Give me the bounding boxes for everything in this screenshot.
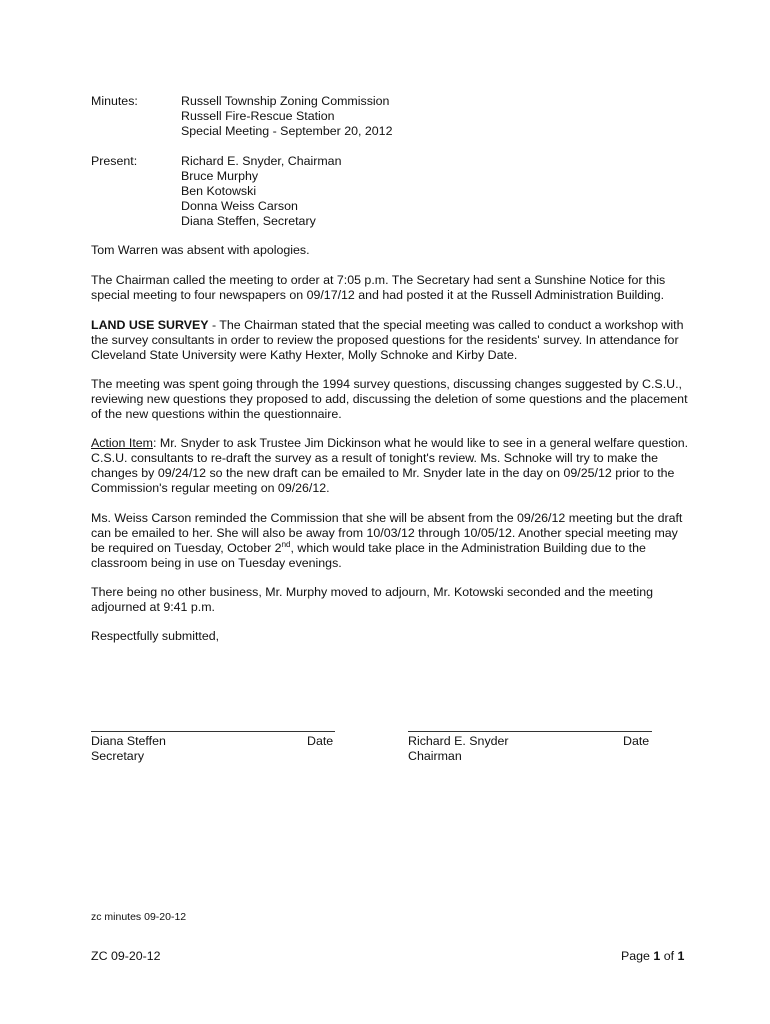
action-item-text: : Mr. Snyder to ask Trustee Jim Dickinson what he would like to see in a general welfare question. C.S.U. consultants to re-draft the survey as a result of tonight's review. Ms. Schnoke will try to make the changes by 09/24/12 so the new draft can be emailed to Mr. Snyder late in the day on 09/25/12 prior to the Commission's regular meeting on 09/26/12. bbox=[91, 436, 689, 495]
ordinal-suffix: nd bbox=[281, 539, 291, 549]
land-use-heading: LAND USE SURVEY bbox=[91, 318, 209, 332]
action-item-paragraph bbox=[91, 436, 691, 496]
action-item-label: Action Item bbox=[91, 436, 153, 450]
call-to-order-paragraph: The Chairman called the meeting to order at 7:05 p.m. The Secretary had sent a Sunshine Notice for this special meeting to four newspapers on 09/17/12 and had posted it at the Russell Administration Building. bbox=[91, 273, 666, 302]
present-member: Donna Weiss Carson bbox=[181, 199, 298, 213]
land-use-text: - The Chairman stated that the special meeting was called to conduct a workshop with the survey consultants in order to review the proposed questions for the residents' survey. In attendance for Cleveland State University were Kathy Hexter, Molly Schnoke and Kirby Date. bbox=[91, 318, 684, 362]
right-signature-line bbox=[408, 731, 652, 732]
present-member: Bruce Murphy bbox=[181, 169, 259, 183]
right-date-label: Date bbox=[623, 734, 650, 748]
survey-discussion-paragraph: The meeting was spent going through the 1994 survey questions, discussing changes suggested by C.S.U., reviewing new questions they proposed to add, discussing the deletion of some questions and the placement of the new questions within the questionnaire. bbox=[91, 377, 688, 421]
minutes-line-meeting: Special Meeting - September 20, 2012 bbox=[181, 124, 393, 138]
present-member: Richard E. Snyder, Chairman bbox=[181, 154, 342, 168]
left-signer-name: Diana Steffen bbox=[91, 734, 166, 748]
minutes-line-location: Russell Fire-Rescue Station bbox=[181, 109, 335, 123]
minutes-label: Minutes: bbox=[91, 94, 138, 108]
minutes-details bbox=[181, 94, 392, 139]
left-signature-line bbox=[91, 731, 335, 732]
reminder-paragraph: Ms. Weiss Carson reminded the Commission that she will be absent from the 09/26/12 meeting but the draft can be emailed to her. She will also be away from 10/03/12 through 10/05/12. Another special meeting may be required on Tuesday, October 2nd, which would take place in the Administration Building due to the classroom being in use on Tuesday evenings. bbox=[91, 511, 683, 570]
footer-doc-id: ZC 09-20-12 bbox=[91, 949, 161, 963]
present-member: Ben Kotowski bbox=[181, 184, 257, 198]
right-signer-name: Richard E. Snyder bbox=[408, 734, 509, 748]
right-signer-title: Chairman bbox=[408, 749, 462, 763]
page-number: Page 1 of 1 bbox=[621, 949, 685, 963]
present-member: Diana Steffen, Secretary bbox=[181, 214, 316, 228]
minutes-line-commission: Russell Township Zoning Commission bbox=[181, 94, 390, 108]
closing-line: Respectfully submitted, bbox=[91, 629, 220, 643]
file-reference: zc minutes 09-20-12 bbox=[91, 911, 187, 923]
adjourn-paragraph: There being no other business, Mr. Murphy moved to adjourn, Mr. Kotowski seconded and the meeting adjourned at 9:41 p.m. bbox=[91, 585, 654, 614]
left-signer-title: Secretary bbox=[91, 749, 145, 763]
present-label: Present: bbox=[91, 154, 138, 168]
left-date-label: Date bbox=[307, 734, 334, 748]
land-use-paragraph bbox=[91, 318, 691, 363]
absence-paragraph: Tom Warren was absent with apologies. bbox=[91, 243, 310, 257]
present-list bbox=[181, 154, 341, 229]
